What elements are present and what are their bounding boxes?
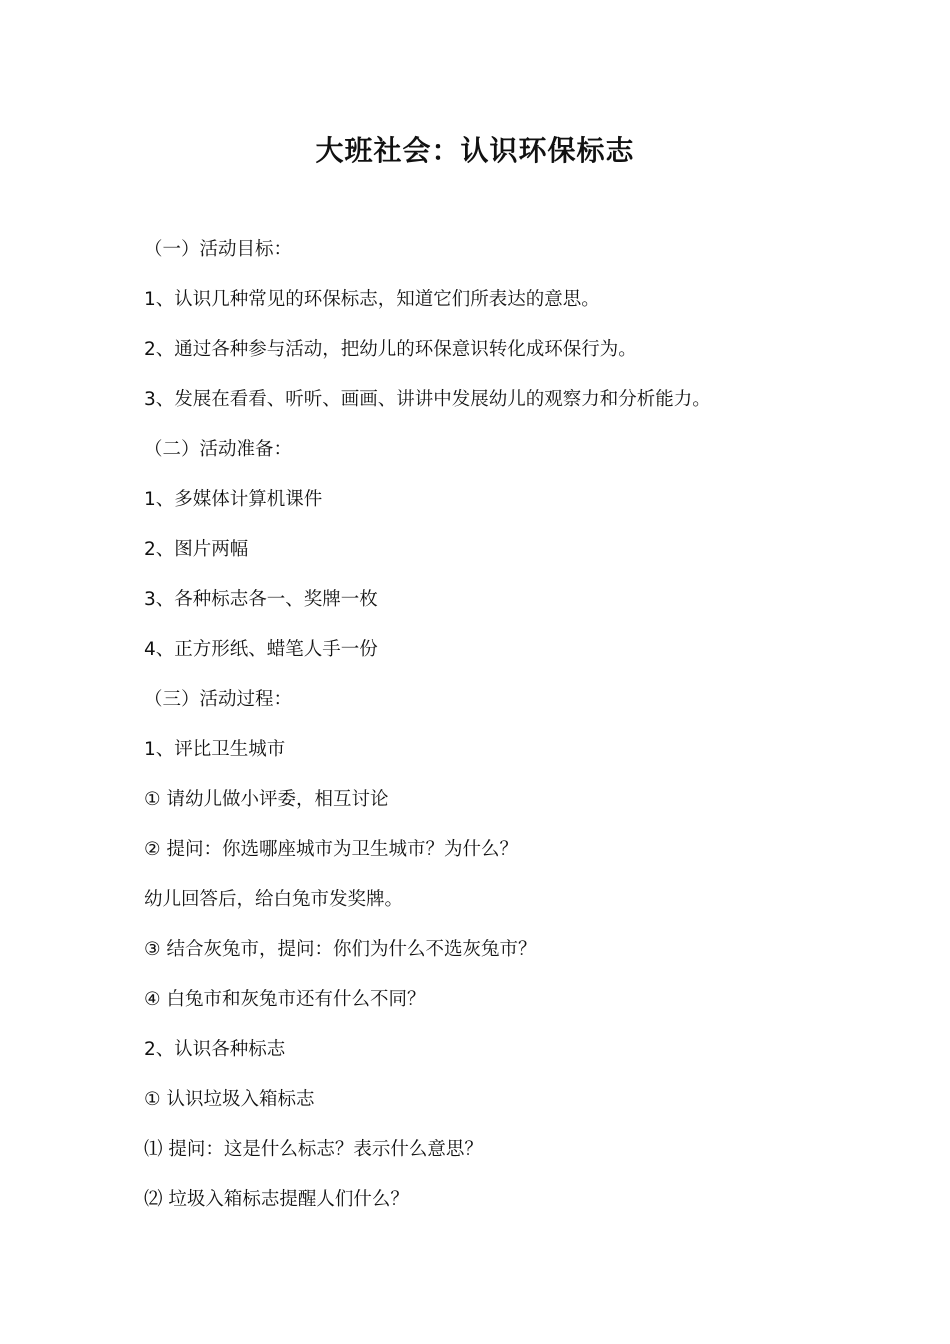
paragraph-line: 幼儿回答后，给白兔市发奖牌。	[144, 889, 404, 910]
section-heading-preparation: （二）活动准备：	[144, 439, 293, 460]
paragraph-line: ⑴ 提问：这是什么标志？表示什么意思？	[144, 1139, 483, 1160]
paragraph-line: 2、图片两幅	[144, 539, 249, 560]
paragraph-line: ⑵ 垃圾入箱标志提醒人们什么？	[144, 1189, 409, 1210]
section-heading-objectives: （一）活动目标：	[144, 239, 293, 260]
paragraph-line: ① 认识垃圾入箱标志	[144, 1089, 315, 1110]
paragraph-line: 3、发展在看看、听听、画画、讲讲中发展幼儿的观察力和分析能力。	[144, 389, 711, 410]
paragraph-line: 1、多媒体计算机课件	[144, 489, 323, 510]
document-title: 大班社会：认识环保标志	[315, 134, 635, 167]
paragraph-line: ④ 白兔市和灰兔市还有什么不同？	[144, 989, 426, 1010]
paragraph-line: 4、正方形纸、蜡笔人手一份	[144, 639, 378, 660]
paragraph-line: 1、认识几种常见的环保标志，知道它们所表达的意思。	[144, 289, 600, 310]
paragraph-line: ① 请幼儿做小评委，相互讨论	[144, 789, 389, 810]
paragraph-line: 1、评比卫生城市	[144, 739, 286, 760]
paragraph-line: ③ 结合灰兔市，提问：你们为什么不选灰兔市？	[144, 939, 537, 960]
paragraph-line: 2、通过各种参与活动，把幼儿的环保意识转化成环保行为。	[144, 339, 637, 360]
paragraph-line: 2、认识各种标志	[144, 1039, 286, 1060]
paragraph-line: ② 提问：你选哪座城市为卫生城市？为什么？	[144, 839, 518, 860]
section-heading-process: （三）活动过程：	[144, 689, 293, 710]
paragraph-line: 3、各种标志各一、奖牌一枚	[144, 589, 378, 610]
document-body	[144, 232, 844, 1232]
